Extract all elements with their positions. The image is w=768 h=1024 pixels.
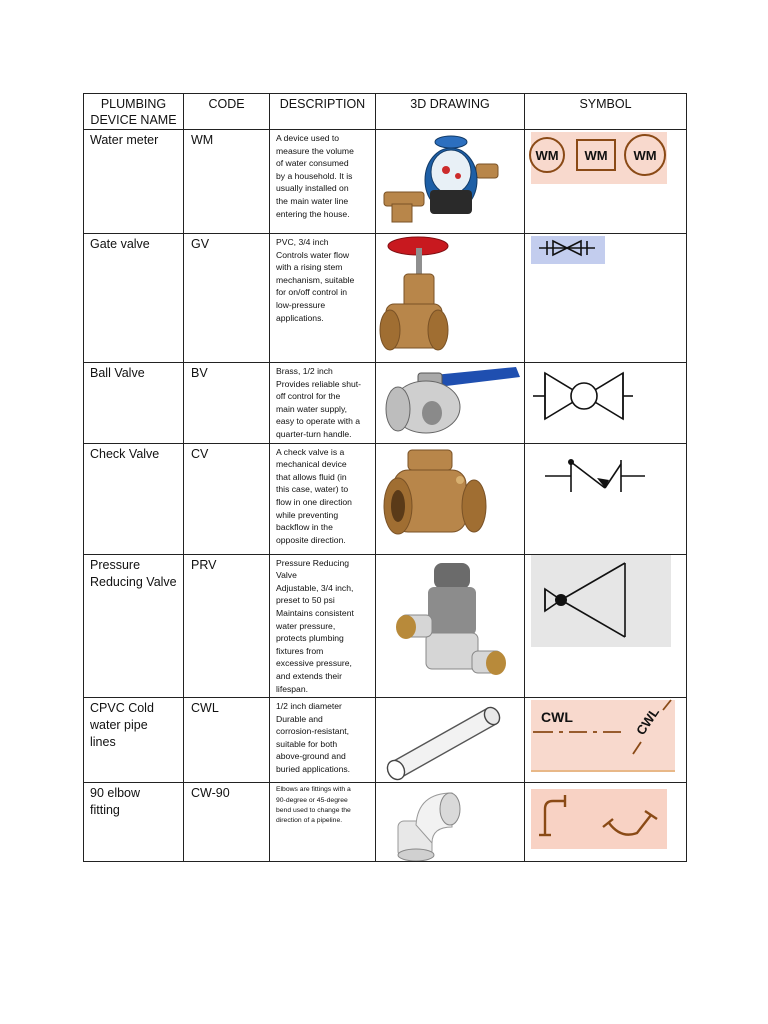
check-valve-drawing-cell xyxy=(376,443,525,554)
device-name-line: CPVC Cold xyxy=(90,701,154,716)
description-line: Adjustable, 3/4 inch, xyxy=(276,582,354,593)
description-line: suitable for both xyxy=(276,738,338,749)
description-line: mechanism, suitable xyxy=(276,274,355,285)
pressure-reducing-valve-symbol-cell xyxy=(525,554,687,698)
header-description: DESCRIPTION xyxy=(270,94,376,130)
description-line: and extends their xyxy=(276,670,342,681)
water-meter-symbol-cell xyxy=(525,130,687,234)
device-name-cell xyxy=(84,363,184,444)
description-line: bend used to change the xyxy=(276,806,351,814)
description-line: measure the volume xyxy=(276,145,354,156)
table-row xyxy=(84,130,687,234)
description-line: Elbows are fittings with a xyxy=(276,786,351,794)
description-line: Controls water flow xyxy=(276,249,350,260)
device-description-cell xyxy=(270,130,376,234)
cold-water-line-symbol-cell xyxy=(525,698,687,783)
device-name-line: water pipe xyxy=(90,718,148,733)
description-line: usually installed on xyxy=(276,183,349,194)
description-line: by a household. It is xyxy=(276,170,353,181)
table-row xyxy=(84,234,687,363)
device-name-cell xyxy=(84,130,184,234)
gate-valve-drawing-cell xyxy=(376,234,525,363)
description-line: that allows fluid (in xyxy=(276,471,347,482)
description-line: 1/2 inch diameter xyxy=(276,701,342,712)
table-row xyxy=(84,554,687,698)
description-line: Durable and xyxy=(276,713,323,724)
description-line: for on/off control in xyxy=(276,287,348,298)
device-name-line: Check Valve xyxy=(90,446,160,461)
device-description-cell xyxy=(270,363,376,444)
symbol-label: CWL xyxy=(541,709,573,726)
plumbing-devices-table xyxy=(83,93,687,862)
header-name-line: DEVICE NAME xyxy=(90,113,177,127)
pressure-reducing-valve-drawing-cell xyxy=(376,554,525,698)
device-description-cell xyxy=(270,698,376,783)
device-code-cell: BV xyxy=(184,363,270,444)
header-row xyxy=(84,94,687,130)
description-line: entering the house. xyxy=(276,208,350,219)
description-line: backflow in the xyxy=(276,522,333,533)
device-code-cell: WM xyxy=(184,130,270,234)
device-description-cell xyxy=(270,234,376,363)
description-line: A device used to xyxy=(276,133,340,143)
device-name-line: 90 elbow xyxy=(90,786,141,801)
description-line: easy to operate with a xyxy=(276,416,361,427)
description-line: A check valve is a xyxy=(276,446,345,457)
description-line: excessive pressure, xyxy=(276,658,352,669)
cpvc-pipe-drawing-cell xyxy=(376,698,525,783)
header-code: CODE xyxy=(184,94,270,130)
device-description-cell xyxy=(270,443,376,554)
description-line: flow in one direction xyxy=(276,496,352,507)
description-line: of water consumed xyxy=(276,158,349,169)
device-name-cell xyxy=(84,443,184,554)
description-line: opposite direction. xyxy=(276,534,346,545)
description-line: main water supply, xyxy=(276,403,348,414)
symbol-label: WM xyxy=(584,148,608,163)
description-line: protects plumbing xyxy=(276,633,344,644)
description-line: low-pressure xyxy=(276,299,326,310)
device-name-line: fitting xyxy=(90,803,120,818)
description-line: Maintains consistent xyxy=(276,607,354,618)
device-name-line: Ball Valve xyxy=(90,366,145,380)
device-name-cell xyxy=(84,783,184,862)
description-line: applications. xyxy=(276,312,324,323)
description-line: 90-degree or 45-degree xyxy=(276,796,348,804)
description-line: this case, water) to xyxy=(276,484,349,495)
device-description-cell xyxy=(270,554,376,698)
symbol-label: WM xyxy=(535,148,559,163)
description-line: above-ground and xyxy=(276,751,346,762)
device-name-cell xyxy=(84,234,184,363)
device-code-cell: CWL xyxy=(184,698,270,783)
description-line: off control for the xyxy=(276,391,341,402)
symbol-label: CWL xyxy=(633,704,663,738)
device-name-line: Water meter xyxy=(90,133,159,147)
header-name-line: PLUMBING xyxy=(100,97,167,111)
device-code-cell: GV xyxy=(184,234,270,363)
table-row xyxy=(84,783,687,862)
description-line: water pressure, xyxy=(276,620,336,631)
description-line: corrosion-resistant, xyxy=(276,726,350,737)
description-line: Valve xyxy=(276,570,297,581)
description-line: buried applications. xyxy=(276,764,351,775)
elbow-fitting-drawing-cell xyxy=(376,783,525,862)
table-row xyxy=(84,363,687,444)
description-line: direction of a pipeline. xyxy=(276,817,343,825)
device-name-cell xyxy=(84,698,184,783)
ball-valve-drawing-cell xyxy=(376,363,525,444)
description-line: with a rising stem xyxy=(276,262,343,273)
description-line: mechanical device xyxy=(276,459,347,470)
device-code-cell: PRV xyxy=(184,554,270,698)
description-line: PVC, 3/4 inch xyxy=(276,237,329,247)
device-name-line: lines xyxy=(90,735,116,750)
device-name-line: Pressure xyxy=(90,557,141,572)
description-line: Pressure Reducing xyxy=(276,557,350,568)
ball-valve-symbol-cell xyxy=(525,363,687,444)
device-code-cell: CV xyxy=(184,443,270,554)
description-line: lifespan. xyxy=(276,683,309,694)
check-valve-symbol-cell xyxy=(525,443,687,554)
device-name-cell xyxy=(84,554,184,698)
gate-valve-symbol-cell xyxy=(525,234,687,363)
water-meter-drawing-cell xyxy=(376,130,525,234)
device-name-line: Reducing Valve xyxy=(90,574,177,589)
symbol-label: WM xyxy=(633,148,657,163)
description-line: the main water line xyxy=(276,195,349,206)
header-symbol: SYMBOL xyxy=(525,94,687,130)
device-description-cell xyxy=(270,783,376,862)
description-line: Provides reliable shut- xyxy=(276,378,362,389)
device-code-cell: CW-90 xyxy=(184,783,270,862)
description-line: Brass, 1/2 inch xyxy=(276,366,333,376)
header-3d-drawing: 3D DRAWING xyxy=(376,94,525,130)
table-row xyxy=(84,698,687,783)
description-line: fixtures from xyxy=(276,645,324,656)
device-name-line: Gate valve xyxy=(90,237,150,251)
elbow-fitting-symbol-cell xyxy=(525,783,687,862)
description-line: preset to 50 psi xyxy=(276,595,335,606)
header-device-name xyxy=(84,94,184,130)
description-line: while preventing xyxy=(276,509,339,520)
table-row xyxy=(84,443,687,554)
description-line: quarter-turn handle. xyxy=(276,428,352,439)
